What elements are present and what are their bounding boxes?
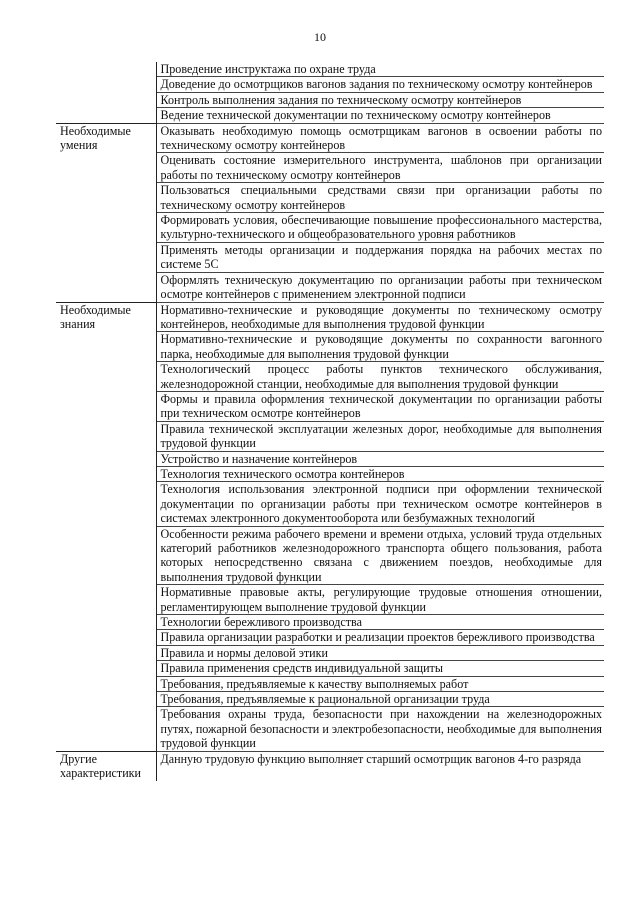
knowledge-item: Формы и правила оформления технической документации по организации работы при техническом осмотре контейнеров: [156, 391, 604, 421]
table-row: [56, 123, 604, 153]
skills-label-line-1: Необходимые: [60, 123, 131, 138]
requirements-table: [56, 62, 604, 781]
action-item: Ведение технической документации по техническому осмотру контейнеров: [156, 108, 604, 123]
knowledge-item: Требования, предъявляемые к качеству выполняемых работ: [156, 676, 604, 691]
skill-item: Формировать условия, обеспечивающие повышение профессионального мастерства, культурно-технического и общеобразовательного уровня работников: [156, 213, 604, 243]
action-item: Проведение инструктажа по охране труда: [156, 62, 604, 77]
knowledge-item: Нормативно-технические и руководящие документы по сохранности вагонного парка, необходимые для выполнения трудовой функции: [156, 332, 604, 362]
table-row: [56, 302, 604, 332]
knowledge-label: [56, 302, 156, 751]
table-row: [56, 62, 604, 77]
knowledge-item: Особенности режима рабочего времени и времени отдыха, условий труда отдельных категорий работников железнодорожного транспорта общего пользования, работа которых непосредственно связана с движением поездов, необходимые для выполнения трудовой функции: [156, 526, 604, 585]
skill-item: Пользоваться специальными средствами связи при организации работы по техническому осмотру контейнеров: [156, 183, 604, 213]
knowledge-item: Нормативно-технические и руководящие документы по техническому осмотру контейнеров, необходимые для выполнения трудовой функции: [156, 302, 604, 332]
actions-label-cell: [56, 62, 156, 123]
knowledge-item: Технологии бережливого производства: [156, 615, 604, 630]
knowledge-item: Технологический процесс работы пунктов технического обслуживания, железнодорожной станции, необходимые для выполнения трудовой функции: [156, 362, 604, 392]
skill-item: Оказывать необходимую помощь осмотрщикам вагонов в освоении работы по техническому осмотру контейнеров: [156, 123, 604, 153]
skills-label-line-2: умения: [60, 138, 98, 153]
action-item: Контроль выполнения задания по техническому осмотру контейнеров: [156, 92, 604, 107]
other-item: Данную трудовую функцию выполняет старший осмотрщик вагонов 4-го разряда: [156, 751, 604, 780]
knowledge-item: Устройство и назначение контейнеров: [156, 451, 604, 466]
knowledge-item: Правила применения средств индивидуальной защиты: [156, 661, 604, 676]
skill-item: Оценивать состояние измерительного инструмента, шаблонов при организации работы по техническому осмотру контейнеров: [156, 153, 604, 183]
other-label-line-1: Другие: [60, 751, 97, 766]
knowledge-item: Правила организации разработки и реализации проектов бережливого производства: [156, 630, 604, 645]
other-label-line-2: характеристики: [60, 766, 142, 781]
knowledge-item: Технология технического осмотра контейнеров: [156, 466, 604, 481]
action-item: Доведение до осмотрщиков вагонов задания по техническому осмотру контейнеров: [156, 77, 604, 92]
table-row: [56, 751, 604, 780]
knowledge-item: Нормативные правовые акты, регулирующие трудовые отношения отношении, регламентирующем выполнение трудовой функции: [156, 585, 604, 615]
knowledge-label-line-2: знания: [60, 316, 96, 331]
knowledge-item: Требования, предъявляемые к рациональной организации труда: [156, 692, 604, 707]
skill-item: Оформлять техническую документацию по организации работы при техническом осмотре контейнеров с применением электронной подписи: [156, 272, 604, 302]
knowledge-item: Правила и нормы деловой этики: [156, 645, 604, 660]
knowledge-item: Правила технической эксплуатации железных дорог, необходимые для выполнения трудовой функции: [156, 421, 604, 451]
knowledge-item: Требования охраны труда, безопасности при нахождении на железнодорожных путях, пожарной безопасности и электробезопасности, необходимые для выполнения трудовой функции: [156, 707, 604, 751]
knowledge-item: Технология использования электронной подписи при оформлении технической документации по организации работы при техническом осмотре контейнеров в системах электронного документооборота или безбумажных технологий: [156, 482, 604, 526]
other-label: [56, 751, 156, 780]
knowledge-label-line-1: Необходимые: [60, 302, 131, 317]
skill-item: Применять методы организации и поддержания порядка на рабочих местах по системе 5С: [156, 242, 604, 272]
skills-label: [56, 123, 156, 302]
page-number: 10: [314, 30, 326, 44]
